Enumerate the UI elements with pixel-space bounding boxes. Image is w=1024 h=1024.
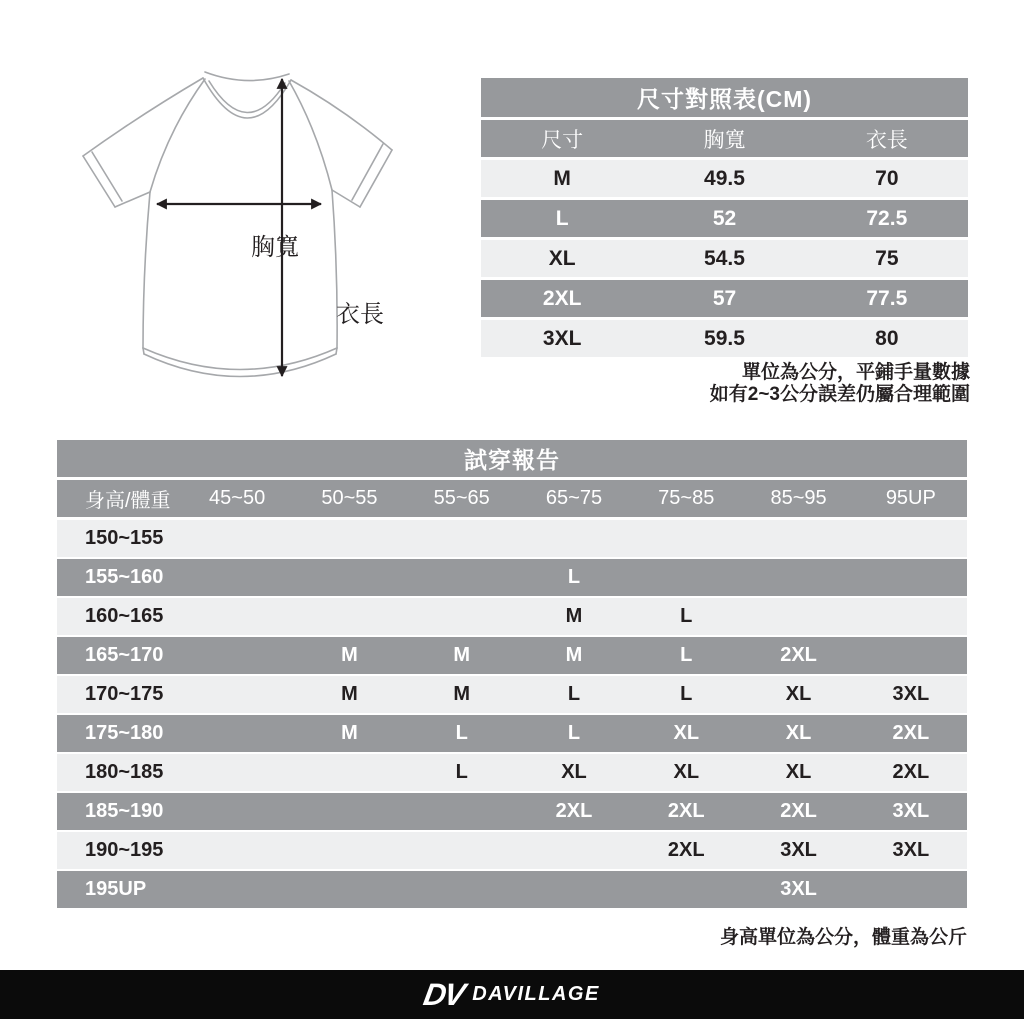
fit-report-header-cell: 55~65 [433, 487, 490, 509]
size-chart-cell: 52 [712, 206, 737, 230]
fit-report-cell: M [341, 722, 358, 744]
fit-report-header-cell: 95UP [885, 487, 936, 509]
fit-report-cell: 3XL [780, 839, 817, 861]
brand-name: DAVILLAGE [472, 983, 600, 1005]
size-chart-cell: 59.5 [704, 326, 745, 350]
fit-report-title: 試穿報告 [57, 440, 967, 477]
fit-report-row-label: 190~195 [85, 839, 164, 861]
fit-report-cell: L [680, 683, 693, 705]
fit-report-cell: M [341, 644, 358, 666]
fit-report-cell: 3XL [780, 878, 817, 900]
size-chart-row [481, 320, 968, 357]
fit-report-cell: M [565, 605, 583, 627]
fit-report-cell: 2XL [892, 722, 930, 744]
fit-report-cell [181, 559, 293, 596]
size-chart-cell: XL [548, 246, 576, 270]
fit-report-cell [181, 520, 293, 557]
fit-report-cell: 3XL [892, 800, 930, 822]
fit-report-cell [406, 871, 518, 908]
size-chart-cell: L [555, 206, 569, 230]
fit-report-row [57, 676, 967, 713]
fit-report-row [57, 520, 967, 557]
fit-report-header-cell: 身高/體重 [85, 490, 171, 512]
fit-report-header-cell: 75~85 [658, 487, 715, 509]
fit-report-cell: 2XL [667, 800, 705, 822]
fit-report-cell [293, 559, 405, 596]
size-chart-table [481, 78, 968, 357]
fit-report-note: 身高單位為公分，體重為公斤 [719, 927, 967, 948]
fit-report-cell: L [455, 761, 468, 783]
fit-report-cell: 3XL [892, 683, 930, 705]
fit-report-row-label: 195UP [85, 878, 147, 900]
fit-report-cell [630, 559, 742, 596]
fit-report-cell [293, 520, 405, 557]
fit-report-cell: M [453, 683, 471, 705]
fit-report-row [57, 559, 967, 596]
fit-report-cell [630, 871, 742, 908]
fit-report-cell [630, 520, 742, 557]
fit-report-row-label: 175~180 [85, 722, 164, 744]
fit-report-cell: XL [673, 761, 700, 783]
size-chart-cell: 80 [875, 326, 899, 350]
size-chart-cell: 77.5 [866, 286, 908, 310]
fit-report-cell [293, 832, 405, 869]
fit-report-cell [518, 520, 630, 557]
fit-report-row-label: 150~155 [85, 527, 164, 549]
garment-length-label: 衣長 [336, 301, 384, 328]
fit-report-cell [406, 520, 518, 557]
size-chart-row [481, 240, 968, 277]
fit-report-cell: M [565, 644, 583, 666]
size-chart-cell: 49.5 [704, 166, 745, 190]
fit-report-cell: M [453, 644, 471, 666]
chest-width-label: 胸寬 [251, 234, 299, 261]
fit-report-cell [855, 598, 967, 635]
size-chart-row [481, 280, 968, 317]
size-chart-header-row [481, 120, 968, 157]
size-chart-row [481, 160, 968, 197]
fit-report-cell: L [455, 722, 468, 744]
fit-report-cell [406, 793, 518, 830]
size-chart-row [481, 200, 968, 237]
fit-report-cell: XL [673, 722, 700, 744]
fit-report-cell [518, 832, 630, 869]
fit-report-cell [181, 793, 293, 830]
fit-report-cell [406, 559, 518, 596]
fit-report-header-cell: 45~50 [209, 487, 266, 509]
fit-report-cell [406, 598, 518, 635]
fit-report-row-label: 160~165 [85, 605, 164, 627]
fit-report-cell [293, 793, 405, 830]
fit-report-row [57, 715, 967, 752]
fit-report-row-label: 185~190 [85, 800, 164, 822]
size-chart-cell: 3XL [542, 326, 582, 350]
fit-report-cell: L [680, 605, 693, 627]
tshirt-measure-diagram [55, 55, 475, 405]
fit-report-cell: XL [785, 722, 812, 744]
fit-report-cell [181, 832, 293, 869]
fit-report-cell: 3XL [892, 839, 930, 861]
fit-report-cell: L [567, 722, 581, 744]
size-chart-cell: 54.5 [704, 246, 745, 270]
size-chart-cell: M [553, 166, 571, 190]
fit-report-cell: 2XL [780, 800, 817, 822]
fit-report-row [57, 871, 967, 908]
fit-report-row [57, 793, 967, 830]
fit-report-cell [742, 598, 854, 635]
size-chart-header-cell: 尺寸 [541, 128, 584, 152]
fit-report-cell [518, 871, 630, 908]
fit-report-cell [742, 559, 854, 596]
fit-report-cell: L [567, 683, 581, 705]
fit-report-cell: 2XL [667, 839, 705, 861]
fit-report-cell [181, 637, 293, 674]
size-chart-cell: 72.5 [866, 206, 908, 230]
fit-report-cell [742, 520, 854, 557]
fit-report-table [57, 440, 967, 910]
davillage-logo-icon: DV [421, 977, 467, 1012]
fit-report-cell: XL [561, 761, 587, 783]
size-chart-cell: 57 [712, 286, 737, 310]
fit-report-row [57, 832, 967, 869]
fit-report-header-cell: 65~75 [545, 487, 603, 509]
size-chart-cell: 70 [875, 166, 899, 190]
fit-report-cell [293, 598, 405, 635]
fit-report-row-label: 170~175 [85, 683, 164, 705]
fit-report-cell [855, 520, 967, 557]
fit-report-row [57, 637, 967, 674]
footer-bar [0, 970, 1024, 1019]
fit-report-cell: 2XL [892, 761, 930, 783]
fit-report-header-cell: 50~55 [321, 487, 378, 509]
size-chart-note-line: 如有2~3公分誤差仍屬合理範圍 [709, 384, 970, 405]
size-chart-notes [710, 362, 970, 406]
fit-report-cell [406, 832, 518, 869]
size-chart-header-cell: 衣長 [865, 128, 908, 152]
fit-report-cell: 2XL [555, 800, 593, 822]
fit-report-header-cell: 85~95 [770, 487, 827, 509]
fit-report-cell: L [567, 566, 581, 588]
fit-report-cell [181, 598, 293, 635]
fit-report-cell [293, 871, 405, 908]
fit-report-row-label: 165~170 [85, 644, 164, 666]
fit-report-cell [293, 754, 405, 791]
fit-report-cell [181, 715, 293, 752]
fit-report-cell [855, 559, 967, 596]
fit-report-row-label: 180~185 [85, 761, 164, 783]
fit-report-cell [855, 871, 967, 908]
fit-report-cell [181, 676, 293, 713]
fit-report-cell: 2XL [780, 644, 817, 666]
fit-report-cell: XL [785, 761, 812, 783]
fit-report-cell [181, 754, 293, 791]
fit-report-row [57, 598, 967, 635]
size-chart-title: 尺寸對照表(CM) [481, 78, 968, 117]
size-chart-note-line: 單位為公分，平鋪手量數據 [741, 362, 970, 383]
fit-report-row-label: 155~160 [85, 566, 164, 588]
fit-report-cell: L [680, 644, 693, 666]
fit-report-cell: XL [785, 683, 812, 705]
fit-report-header-row [57, 480, 967, 517]
size-chart-cell: 2XL [542, 286, 582, 310]
fit-report-cell: M [341, 683, 358, 705]
fit-report-row [57, 754, 967, 791]
fit-report-cell [855, 637, 967, 674]
size-chart-cell: 75 [875, 246, 899, 270]
size-chart-header-cell: 胸寬 [703, 128, 746, 152]
fit-report-cell [181, 871, 293, 908]
